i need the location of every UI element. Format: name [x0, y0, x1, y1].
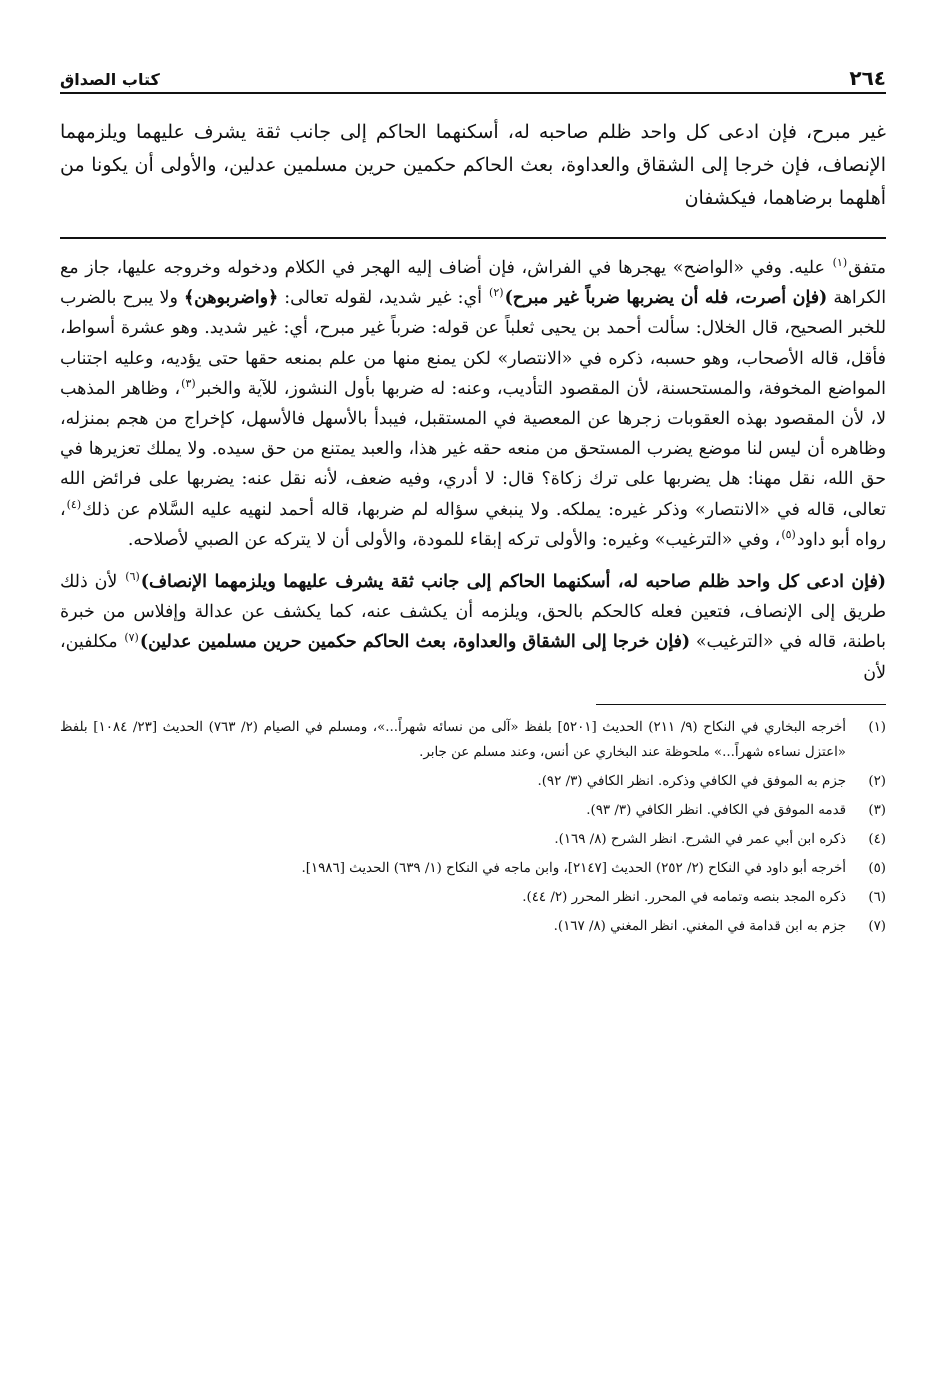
- main-text-paragraph: غير مبرح، فإن ادعى كل واحد ظلم صاحبه له، أسكنهما الحاكم إلى جانب ثقة يشرف عليهما ويلزمهما الإنصاف، فإن خرجا إلى الشقاق والعداوة، بعث الحاكم حكمين حرين مسلمين عدلين، والأولى أن يكونا من أهلهما برضاهما، فيكشفان: [60, 121, 886, 209]
- footnote-item: [60, 769, 886, 794]
- quran-quote: ﴿واضربوهن﴾: [183, 288, 279, 309]
- footnote-text: ذكره ابن أبي عمر في الشرح. انظر الشرح (٨/ ١٦٩).: [554, 831, 846, 847]
- text-run: ، وفي «الترغيب» وغيره: والأولى تركه إبقاء للمودة، والأولى أن لا يتركه عن الصبي لأصلاحه.: [127, 529, 781, 550]
- text-run: مكلفين، لأن: [60, 632, 886, 683]
- page: [60, 58, 886, 1338]
- footnote-text: جزم به الموفق في الكافي وذكره. انظر الكافي (٣/ ٩٢).: [537, 773, 846, 789]
- footnote-item: [60, 885, 886, 910]
- footnote-text: قدمه الموفق في الكافي. انظر الكافي (٣/ ٩٣).: [586, 802, 846, 818]
- footnote-ref-6: (٦): [125, 570, 140, 584]
- footnote-number: (٧): [868, 918, 886, 934]
- quoted-matn: (فإن أصرت، فله أن يضربها ضرباً غير مبرح): [504, 288, 828, 309]
- footnote-number: (٤): [868, 831, 886, 847]
- footnote-ref-1: (١): [832, 256, 848, 270]
- running-header: [60, 58, 886, 94]
- commentary: [60, 253, 886, 688]
- footnote-number: (٦): [868, 889, 886, 905]
- footnote-number: (٣): [868, 802, 886, 818]
- main-text: [60, 116, 886, 215]
- footnote-item: [60, 914, 886, 939]
- quoted-matn: (فإن ادعى كل واحد ظلم صاحبه له، أسكنهما الحاكم إلى جانب ثقة يشرف عليهما ويلزمهما الإنصاف): [140, 572, 887, 593]
- text-run: متفق: [848, 258, 886, 278]
- text-commentary-divider: [60, 237, 886, 239]
- footnote-number: (١): [868, 719, 886, 735]
- footnote-number: (٢): [868, 773, 886, 789]
- text-run: لأن ذلك طريق إلى الإنصاف، فتعين فعله كالحكم بالحق، ويلزمه أن يكشف عنه، كما يكشف عن عدالة وإفلاس من خبرة باطنة، قاله في «الترغيب»: [60, 572, 886, 653]
- footnote-text: أخرجه البخاري في النكاح (٩/ ٢١١) الحديث [٥٢٠١] بلفظ «آلى من نسائه شهراً...»، ومسلم في الصيام (٢/ ٧٦٣) الحديث [٢٣/ ١٠٨٤] بلفظ «اعتزل نساءه شهراً...» ملحوظة عند البخاري عن أنس، وعند مسلم عن جابر.: [60, 719, 846, 760]
- text-run: أي: غير شديد، لقوله تعالى:: [278, 288, 489, 309]
- footnote-divider: [596, 704, 886, 705]
- quoted-matn: (فإن خرجا إلى الشقاق والعداوة، بعث الحاكم حكمين حرين مسلمين عدلين): [139, 632, 691, 653]
- text-run: ، وظاهر المذهب لا، لأن المقصود بهذه العقوبات زجرها عن المعصية في المستقبل، فيبدأ بالأسهل فالأسهل، كإخراج من هجم بمنزله، وظاهره أن ليس لنا موضع يضرب المستحق من منعه حقه غير هذا، والعبد يمتنع من حق سيده. ولا يملك تعزيرها في حق الله، نقل مهنا: هل يضربها على ترك زكاة؟ قال: لا أدري، وفيه ضعف، لأنه نقل عنه: يضربها على فرائض الله تعالى، قاله في «الانتصار» وذكر غيره: يملكه. ولا ينبغي سؤاله لم ضربها، قاله أحمد لنهيه عليه السَّلام عن ذلك: [60, 378, 886, 520]
- footnote-item: [60, 798, 886, 823]
- footnote-ref-5: (٥): [781, 528, 796, 542]
- commentary-paragraph-1: [60, 253, 886, 555]
- commentary-paragraph-2: [60, 567, 886, 688]
- page-number: ٢٦٤: [849, 66, 886, 90]
- book-title: كتاب الصداق: [60, 70, 160, 89]
- footnote-text: جزم به ابن قدامة في المغني. انظر المغني (٨/ ١٦٧).: [553, 918, 846, 934]
- footnote-text: أخرجه أبو داود في النكاح (٢/ ٢٥٢) الحديث [٢١٤٧]، وابن ماجه في النكاح (١/ ٦٣٩) الحديث [١٩٨٦].: [301, 860, 846, 876]
- footnote-ref-4: (٤): [66, 497, 82, 511]
- footnote-ref-2: (٢): [489, 286, 504, 300]
- footnote-item: [60, 715, 886, 765]
- text-run: ولا يبرح بالضرب للخبر الصحيح، قال الخلال: سألت أحمد بن يحيى ثعلباً عن قوله: ضرباً غير مبرح، أي: غير شديد. وهو عشرة أسواط، فأقل، قاله الأصحاب، وهو حسبه، ذكره في «الانتصار» لكن يمنع منها من علم بمنعه حقها حتى يؤديه، وعليه اجتناب المواضع المخوفة، والمستحسنة، لأن المقصود التأديب، وعنه: له ضربها بأول النشوز، للآية والخبر: [60, 288, 886, 399]
- footnote-item: [60, 856, 886, 881]
- footnote-ref-3: (٣): [181, 377, 196, 391]
- text-run: عليه. وفي «الواضح» يهجرها في الفراش، فإن أضاف إليه الهجر في الكلام ودخوله وخروجه عليها، جاز مع الكراهة: [60, 258, 887, 309]
- footnote-text: ذكره المجد بنصه وتمامه في المحرر. انظر المحرر (٢/ ٤٤).: [522, 889, 846, 905]
- footnote-ref-7: (٧): [124, 630, 139, 644]
- footnotes: [60, 715, 886, 939]
- text-run: ، رواه أبو داود: [60, 499, 886, 550]
- footnote-number: (٥): [868, 860, 886, 876]
- footnote-item: [60, 827, 886, 852]
